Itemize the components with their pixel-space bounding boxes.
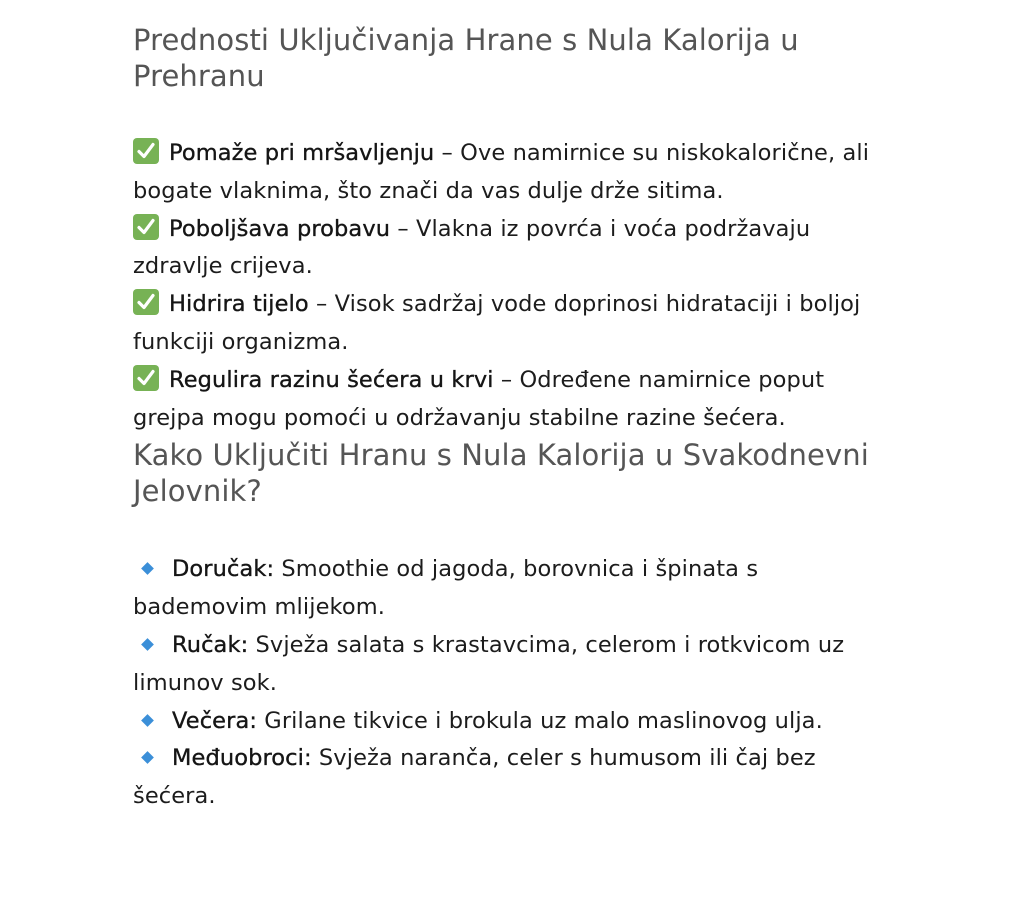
meal-text: Svježa naranča, celer s humusom ili čaj bez šećera. xyxy=(133,745,816,810)
benefit-lead: Poboljšava probavu xyxy=(169,215,391,242)
meal-text: Svježa salata s krastavcima, celerom i rotkvicom uz limunov sok. xyxy=(133,631,845,696)
meal-item-dinner xyxy=(133,703,893,741)
meal-label: Međuobroci: xyxy=(172,745,312,772)
meal-text: Grilane tikvice i brokula uz malo maslinovog ulja. xyxy=(257,707,823,734)
check-mark-button-icon xyxy=(133,214,159,240)
benefit-text: Određene namirnice poput grejpa mogu pomoći u održavanju stabilne razine šećera. xyxy=(133,366,825,431)
benefit-text: Visok sadržaj vode doprinosi hidrataciji i boljoj funkciji organizma. xyxy=(133,291,861,355)
benefit-item xyxy=(133,211,893,287)
benefit-lead: Pomaže pri mršavljenju xyxy=(169,140,435,166)
meal-item-lunch xyxy=(133,627,893,703)
benefit-lead: Hidrira tijelo xyxy=(169,291,309,318)
benefit-text: Vlakna iz povrća i voća podržavaju zdravlje crijeva. xyxy=(133,215,811,280)
check-mark-button-icon xyxy=(133,138,159,164)
small-blue-diamond-icon xyxy=(141,714,154,727)
check-mark-button-icon xyxy=(133,289,159,315)
meal-item-snacks xyxy=(133,740,893,816)
article-content xyxy=(133,22,893,816)
benefit-separator: – xyxy=(493,366,520,393)
benefit-text: Ove namirnice su niskokalorične, ali bogate vlaknima, što znači da vas dulje drže sitima. xyxy=(133,140,870,204)
meal-label: Doručak: xyxy=(172,556,275,583)
benefit-separator: – xyxy=(390,215,416,242)
benefit-item xyxy=(133,362,893,438)
meal-text: Smoothie od jagoda, borovnica i špinata s bademovim mlijekom. xyxy=(133,556,759,621)
benefit-lead: Regulira razinu šećera u krvi xyxy=(169,366,494,393)
benefit-separator: – xyxy=(308,291,335,318)
benefit-item xyxy=(133,135,893,211)
benefit-item xyxy=(133,286,893,362)
meal-label: Večera: xyxy=(172,707,258,734)
meal-item-breakfast xyxy=(133,551,893,627)
small-blue-diamond-icon xyxy=(141,563,154,576)
meal-label: Ručak: xyxy=(172,631,249,658)
small-blue-diamond-icon xyxy=(141,751,154,764)
meals-list xyxy=(133,551,893,816)
small-blue-diamond-icon xyxy=(141,638,154,651)
section-title-daily-menu: Kako Uključiti Hranu s Nula Kalorija u Svakodnevni Jelovnik? xyxy=(133,438,869,509)
section-title-benefits: Prednosti Uključivanja Hrane s Nula Kalorija u Prehranu xyxy=(133,23,799,93)
check-mark-button-icon xyxy=(133,365,159,391)
benefit-separator: – xyxy=(434,140,461,166)
benefits-list xyxy=(133,135,893,437)
